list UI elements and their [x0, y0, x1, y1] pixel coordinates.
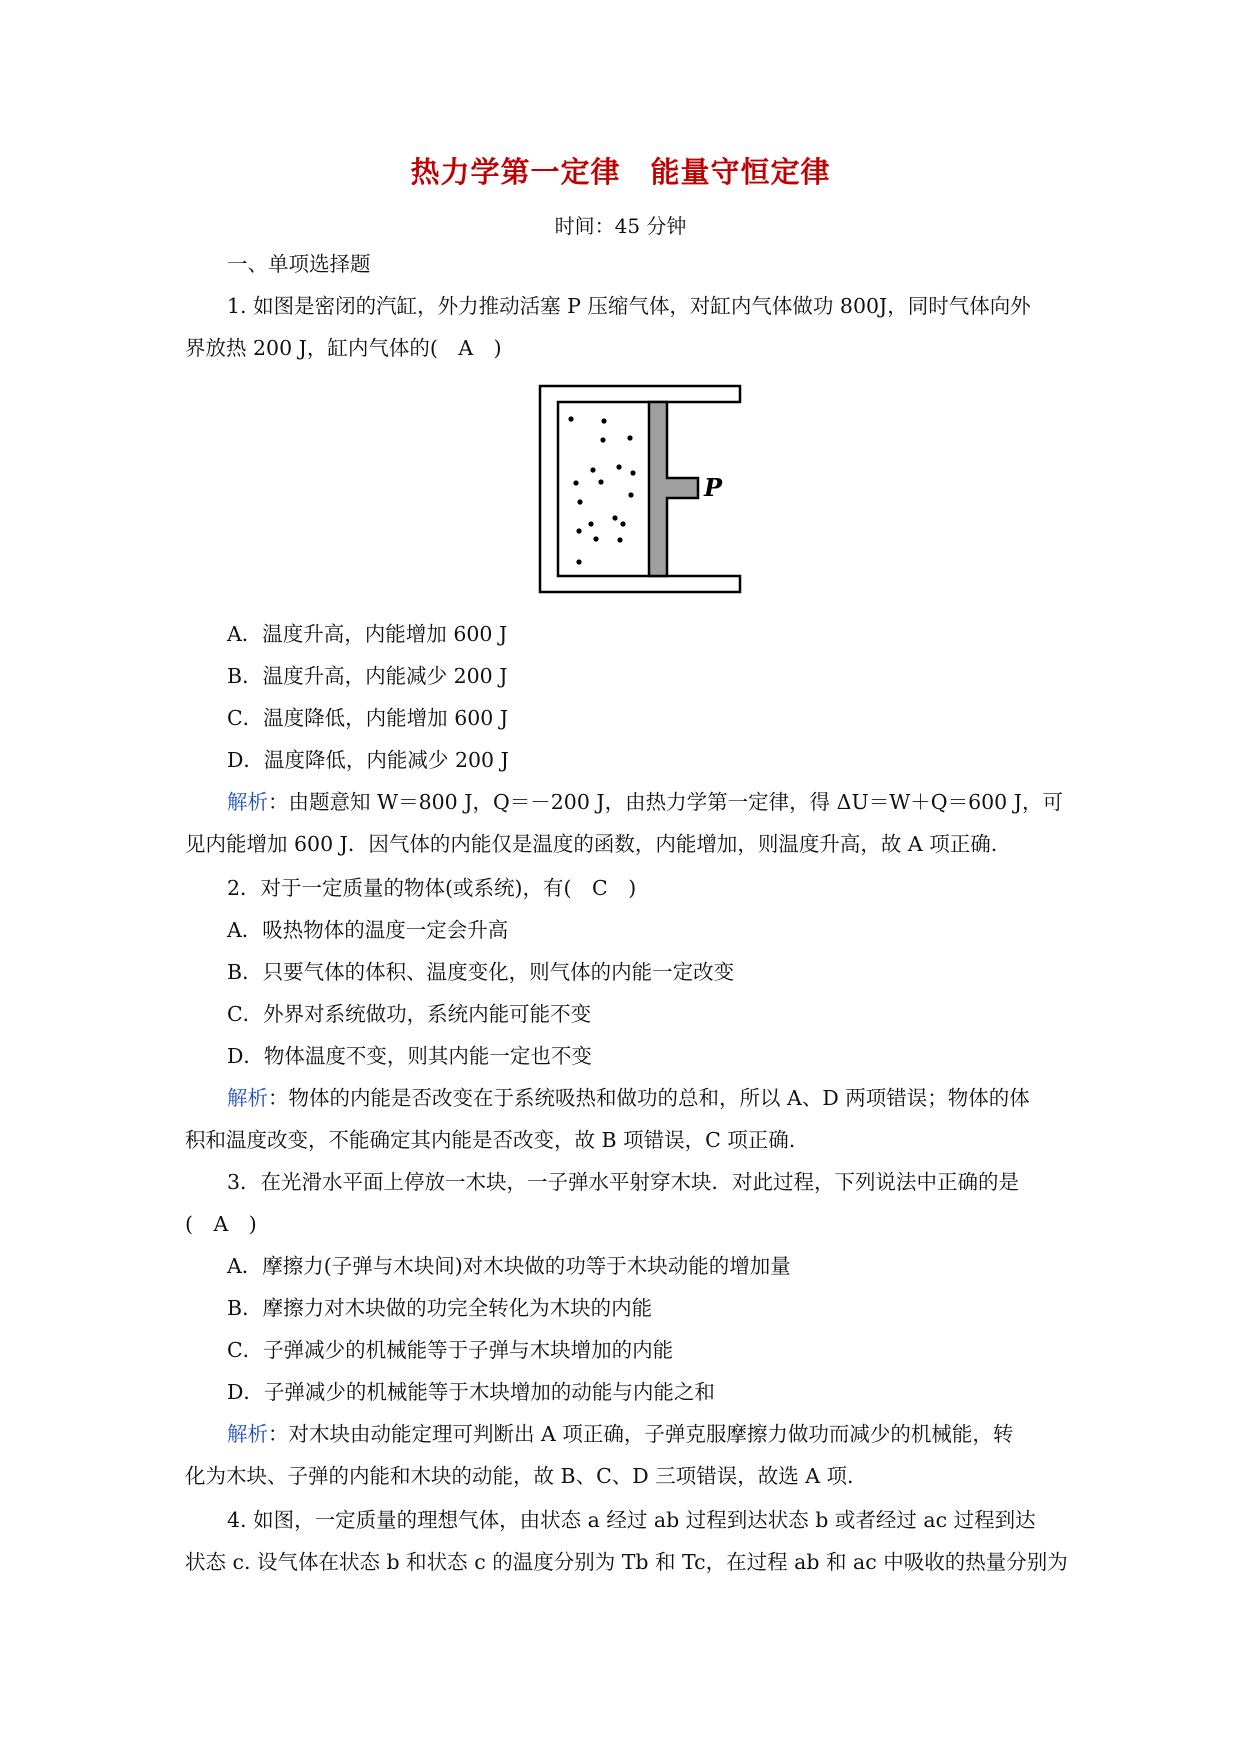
q2-option-d: D．物体温度不变，则其内能一定也不变: [227, 1044, 592, 1068]
piston: [649, 402, 698, 576]
analysis-label: 解析: [227, 1086, 268, 1110]
analysis-text: ：物体的内能是否改变在于系统吸热和做功的总和，所以 A、D 两项错误；物体的体: [268, 1086, 1030, 1110]
cylinder-piston-figure: [536, 382, 756, 602]
q2-stem: 2．对于一定质量的物体(或系统)，有( C ): [227, 876, 637, 900]
analysis-text: ：由题意知 W＝800 J，Q＝－200 J，由热力学第一定律，得 ΔU＝W＋Q＝600 J，可: [268, 790, 1063, 814]
gas-molecules: [568, 416, 635, 564]
q1-option-d: D．温度降低，内能减少 200 J: [227, 748, 509, 772]
q1-option-a: A．温度升高，内能增加 600 J: [227, 622, 508, 646]
q2-analysis-line2: 积和温度改变，不能确定其内能是否改变，故 B 项错误，C 项正确.: [185, 1128, 796, 1152]
q2-analysis-line1: [227, 1084, 1030, 1112]
piston-label: P: [704, 473, 723, 502]
q2-option-b: B．只要气体的体积、温度变化，则气体的内能一定改变: [227, 960, 735, 984]
q1-option-c: C．温度降低，内能增加 600 J: [227, 706, 509, 730]
q1-option-b: B．温度升高，内能减少 200 J: [227, 664, 508, 688]
q2-option-c: C．外界对系统做功，系统内能可能不变: [227, 1002, 592, 1026]
section-heading: 一、单项选择题: [227, 252, 371, 276]
q4-stem-line1: 4. 如图，一定质量的理想气体，由状态 a 经过 ab 过程到达状态 b 或者经过 ac 过程到达: [227, 1508, 1036, 1532]
analysis-label: 解析: [227, 1422, 268, 1446]
time-limit: 时间：45 分钟: [554, 214, 687, 238]
q1-analysis-line1: [227, 788, 1063, 816]
q3-analysis-line2: 化为木块、子弹的内能和木块的动能，故 B、C、D 三项错误，故选 A 项.: [185, 1464, 854, 1488]
analysis-text: ：对木块由动能定理可判断出 A 项正确，子弹克服摩擦力做功而减少的机械能，转: [268, 1422, 1014, 1446]
q3-analysis-line1: [227, 1420, 1013, 1448]
q3-option-d: D．子弹减少的机械能等于木块增加的动能与内能之和: [227, 1380, 715, 1404]
q3-option-c: C．子弹减少的机械能等于子弹与木块增加的内能: [227, 1338, 674, 1362]
analysis-label: 解析: [227, 790, 268, 814]
q3-option-a: A．摩擦力(子弹与木块间)对木块做的功等于木块动能的增加量: [227, 1254, 791, 1278]
q3-stem-line2: ( A ): [185, 1212, 257, 1236]
q3-stem-line1: 3．在光滑水平面上停放一木块，一子弹水平射穿木块．对此过程，下列说法中正确的是: [227, 1170, 1020, 1194]
q1-analysis-line2: 见内能增加 600 J．因气体的内能仅是温度的函数，内能增加，则温度升高，故 A 项正确.: [185, 832, 998, 856]
q3-option-b: B．摩擦力对木块做的功完全转化为木块的内能: [227, 1296, 653, 1320]
q1-stem-line2: 界放热 200 J，缸内气体的( A ): [185, 336, 502, 360]
q1-stem-line1: 1. 如图是密闭的汽缸，外力推动活塞 P 压缩气体，对缸内气体做功 800J，同时气体向外: [227, 294, 1031, 318]
page-title: 热力学第一定律 能量守恒定律: [410, 155, 831, 189]
q2-option-a: A．吸热物体的温度一定会升高: [227, 918, 509, 942]
q4-stem-line2: 状态 c. 设气体在状态 b 和状态 c 的温度分别为 Tb 和 Tc，在过程 ab 和 ac 中吸收的热量分别为: [185, 1550, 1068, 1574]
